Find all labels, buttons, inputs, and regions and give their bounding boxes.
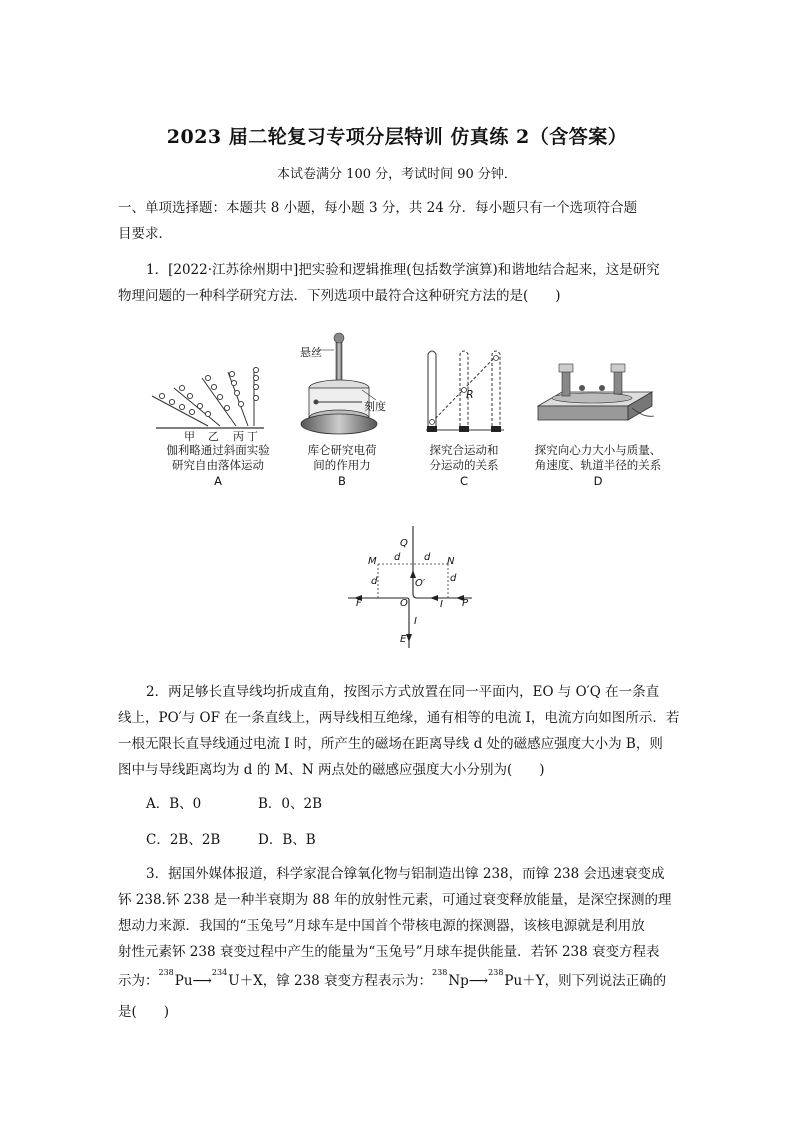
q2-option-b: B．0、2B (258, 796, 323, 812)
figure-c-tubes (420, 346, 510, 438)
mark-jia: 甲 (184, 430, 195, 443)
mass-number-pu2: 238 (488, 968, 504, 977)
figure-a-inclines (148, 350, 278, 440)
figure-d-caption2: 角速度、轨道半径的关系 (534, 458, 662, 472)
q2-option-a: A．B、0 (146, 796, 202, 812)
figure-c-caption2: 分运动的关系 (429, 458, 499, 472)
label-f: F (356, 598, 362, 609)
page-title: 2023 届二轮复习专项分层特训 仿真练 2（含答案） (166, 126, 628, 148)
mass-number-np: 238 (432, 968, 448, 977)
q2-line4: 图中与导线距离均为 d 的 M、N 两点处的磁感应强度大小分别为( ) (118, 762, 545, 778)
figure-a-letter: A (214, 474, 222, 488)
q2-line1: 2．两足够长直导线均折成直角，按图示方式放置在同一平面内，EO 与 O′Q 在一条直 (146, 684, 660, 700)
figure-a-caption1: 伽利略通过斜面实验 (166, 443, 270, 457)
q3-line2: 钚 238.钚 238 是一种半衰期为 88 年的放射性元素，可通过衰变释放能量，是深空探测的理 (118, 892, 672, 908)
label-d-top-left: d (394, 552, 401, 563)
figure-c-caption1: 探究合运动和 (429, 443, 499, 457)
label-q: Q (400, 538, 408, 549)
label-m: M (368, 556, 377, 567)
mass-number-u: 234 (211, 968, 228, 977)
figure-d-letter: D (593, 474, 603, 488)
label-current-down: I (414, 616, 417, 627)
q3-line4: 射性元素钚 238 衰变过程中产生的能量为“玉兔号”月球车提供能量．若钚 238 衰变方程表 (118, 944, 660, 960)
q3-line6: 是( ) (118, 1004, 170, 1020)
label-d-right: d (450, 573, 457, 584)
label-d-top-right: d (424, 552, 431, 563)
equation-part1: Pu⟶ (174, 973, 212, 989)
q2-line3: 一根无限长直导线通过电流 I 时，所产生的磁场在距离导线 d 处的磁感应强度大小为 B，则 (118, 736, 663, 752)
label-e: E (400, 634, 407, 645)
section-heading-line2: 目要求． (118, 226, 172, 242)
figure-a-caption2: 研究自由落体运动 (172, 458, 264, 472)
figure-d-apparatus (532, 358, 658, 438)
q2-line2: 线上，PO′与 OF 在一条直线上，两导线相互绝缘，通有相等的电流 I，电流方向如图所示．若 (118, 710, 680, 726)
label-wire: 悬丝 (300, 346, 322, 359)
equation-part2: U＋X，镎 238 衰变方程表示为： (228, 973, 433, 989)
figure-c-letter: C (459, 474, 469, 488)
label-o: O (400, 598, 408, 609)
mark-yi: 乙 (208, 430, 219, 443)
q3-line5-equations (118, 968, 666, 989)
label-scale: 刻度 (364, 400, 386, 413)
label-n: N (447, 556, 455, 567)
figure-b-letter: B (338, 474, 346, 488)
q1-line1: 1．[2022·江苏徐州期中]把实验和逻辑推理(包括数学演算)和谐地结合起来，这是研究 (146, 262, 660, 278)
section-heading-line1: 一、单项选择题：本题共 8 小题，每小题 3 分，共 24 分．每小题只有一个选项符合题 (118, 200, 638, 216)
equation-part4: Pu＋Y，则下列说法正确的 (504, 973, 667, 989)
figure-b-caption1: 库仑研究电荷 (307, 443, 377, 457)
q3-line1: 3．据国外媒体报道，科学家混合镎氧化物与铝制造出镎 238，而镎 238 会迅速衰变成 (146, 866, 665, 882)
label-r: R (466, 388, 474, 401)
label-d-left: d (371, 576, 378, 587)
q1-line2: 物理问题的一种科学研究方法．下列选项中最符合这种研究方法的是( ) (118, 288, 561, 304)
q2-option-d: D．B、B (258, 832, 316, 848)
mark-ding: 丁 (247, 430, 258, 443)
q3-line5-prefix: 示为： (118, 973, 159, 989)
label-current-right: I (440, 599, 443, 610)
figure-d-caption1: 探究向心力大小与质量、 (534, 443, 662, 457)
q2-wire-diagram (340, 522, 480, 654)
figure-b-caption2: 间的作用力 (313, 458, 371, 472)
label-o-prime: O′ (415, 578, 426, 589)
q2-option-c: C．2B、2B (146, 832, 221, 848)
mark-bing: 丙 (233, 430, 244, 443)
equation-part3: Np⟶ (448, 973, 489, 989)
label-p: P (462, 598, 469, 609)
exam-note: 本试卷满分 100 分，考试时间 90 分钟． (277, 167, 517, 182)
q3-line3: 想动力来源．我国的“玉兔号”月球车是中国首个带核电源的探测器，该核电源就是利用放 (118, 918, 645, 934)
mass-number-pu: 238 (158, 968, 174, 977)
